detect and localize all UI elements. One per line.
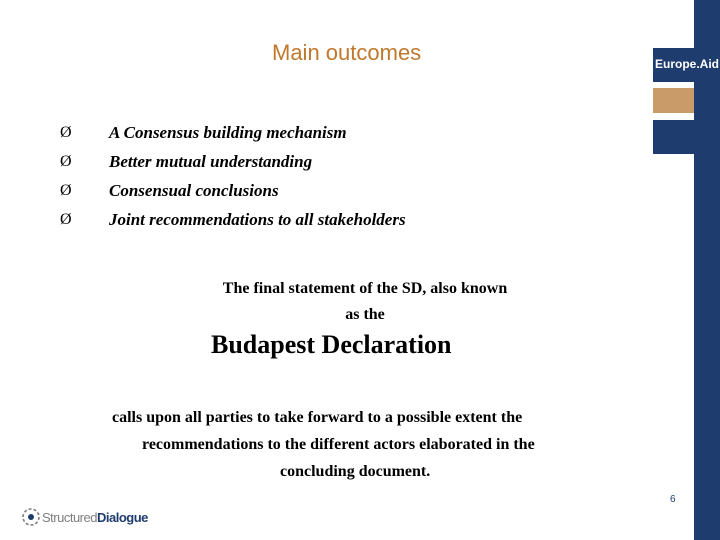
list-item	[60, 205, 406, 234]
statement-line: The final statement of the SD, also known	[222, 280, 508, 297]
body-line: calls upon all parties to take forward to a possible extent the	[112, 409, 523, 426]
list-item-text: Better mutual understanding	[109, 151, 313, 171]
arrow-bullet-icon: Ø	[60, 123, 72, 141]
statement-line: as the	[345, 306, 385, 323]
arrow-bullet-icon: Ø	[60, 152, 72, 170]
list-item-text: Consensual conclusions	[109, 180, 279, 200]
brand-box	[653, 48, 720, 82]
list-item-text: Joint recommendations to all stakeholders	[109, 209, 406, 229]
body-line: concluding document.	[280, 463, 431, 480]
page-number: 6	[670, 494, 676, 505]
list-item	[60, 118, 406, 147]
logo-text-dialogue: Dialogue	[96, 509, 148, 525]
arrow-bullet-icon: Ø	[60, 181, 72, 199]
logo-text-structured: Structured	[42, 509, 97, 525]
outcome-list	[60, 118, 406, 234]
body-line: recommendations to the different actors elaborated in the	[142, 436, 535, 453]
structured-dialogue-logo	[20, 506, 148, 528]
final-statement	[200, 276, 530, 328]
brand-label: Europe.Aid	[655, 57, 720, 71]
declaration-heading: Budapest Declaration	[211, 330, 452, 359]
tan-accent-block	[653, 88, 694, 113]
arrow-bullet-icon: Ø	[60, 210, 72, 228]
dialogue-ring-icon	[20, 506, 42, 528]
navy-accent-block	[653, 120, 694, 154]
list-item	[60, 147, 406, 176]
list-item-text: A Consensus building mechanism	[109, 122, 347, 142]
list-item	[60, 176, 406, 205]
body-paragraph	[112, 404, 592, 485]
slide-title: Main outcomes	[272, 40, 422, 65]
